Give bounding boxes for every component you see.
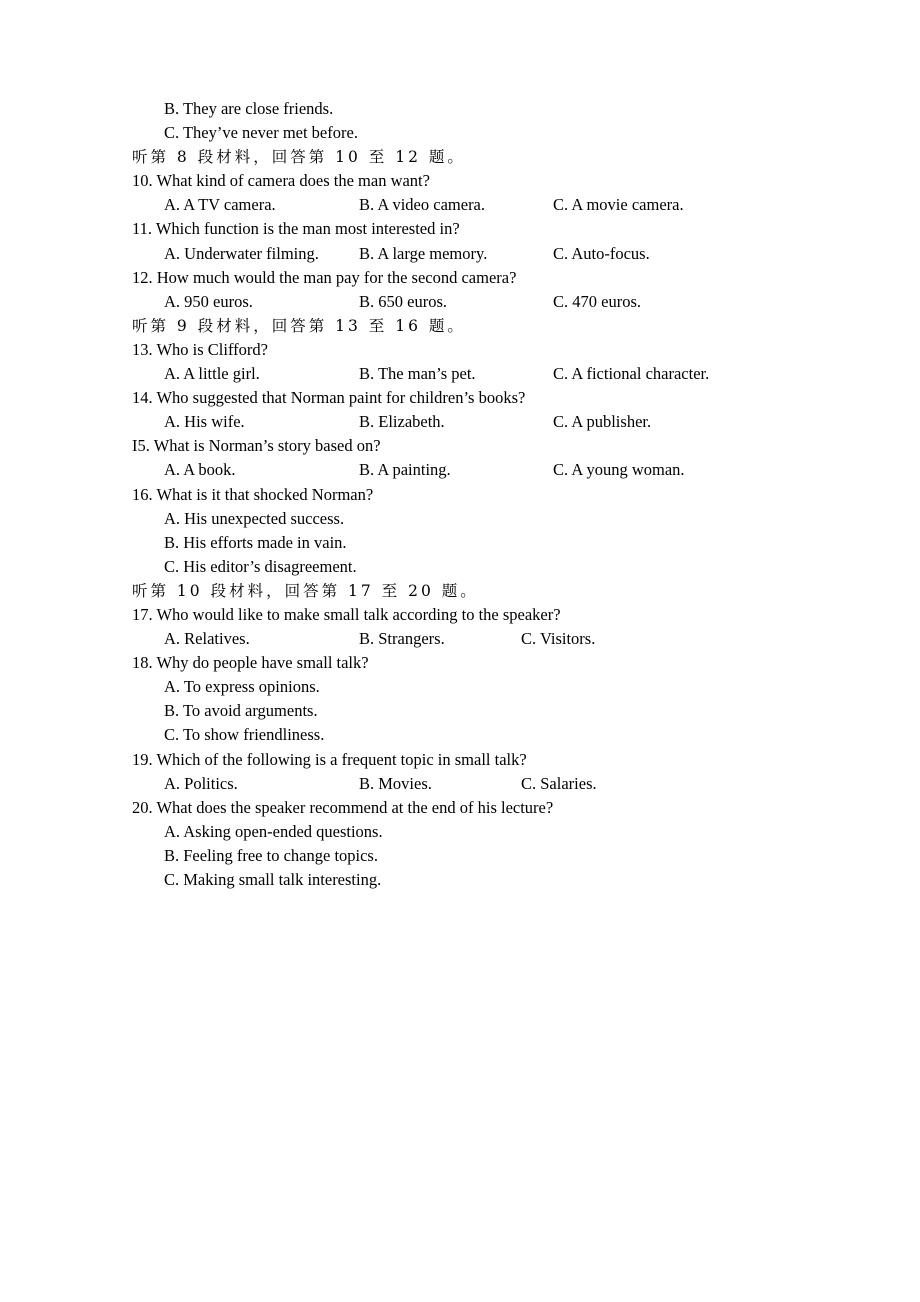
question-list [132,97,832,892]
options-row-19 [132,772,832,796]
option-18a: A. To express opinions. [164,677,320,697]
option-14a: A. His wife. [164,412,245,432]
options-row-10 [132,193,832,217]
section-heading-10: 听第 10 段材料，回答第 17 至 20 题。 [132,581,479,600]
option-14c: C. A publisher. [553,412,652,432]
options-row-13 [132,362,832,386]
question-12: 12. How much would the man pay for the second camera? [132,267,517,287]
option-13a: A. A little girl. [164,364,260,384]
option-12b: B. 650 euros. [359,291,447,311]
option-14b: B. Elizabeth. [359,412,445,432]
option-18b: B. To avoid arguments. [164,701,318,721]
option-20b: B. Feeling free to change topics. [164,845,378,865]
option-19b: B. Movies. [359,773,432,793]
option-19c: C. Salaries. [521,773,597,793]
option-17b: B. Strangers. [359,629,445,649]
question-10: 10. What kind of camera does the man want? [132,171,430,191]
section-heading-9: 听第 9 段材料，回答第 13 至 16 题。 [132,316,466,335]
question-11: 11. Which function is the man most interested in? [132,219,460,239]
question-13: 13. Who is Clifford? [132,339,268,359]
option-20a: A. Asking open-ended questions. [164,821,383,841]
options-row-12 [132,290,832,314]
option-15c: C. A young woman. [553,460,685,480]
question-15: I5. What is Norman’s story based on? [132,436,381,456]
option-10b: B. A video camera. [359,195,486,215]
question-17: 17. Who would like to make small talk according to the speaker? [132,604,561,624]
option-11b: B. A large memory. [359,243,488,263]
question-14: 14. Who suggested that Norman paint for children’s books? [132,388,526,408]
option-13c: C. A fictional character. [553,364,710,384]
option-20c: C. Making small talk interesting. [164,870,382,889]
options-row-14 [132,410,832,434]
options-row-11 [132,242,832,266]
options-row-17 [132,627,832,651]
option-15b: B. A painting. [359,460,451,480]
option-12c: C. 470 euros. [553,291,641,311]
section-heading-8: 听第 8 段材料，回答第 10 至 12 题。 [132,148,466,167]
option-15a: A. A book. [164,460,236,480]
question-20: 20. What does the speaker recommend at the end of his lecture? [132,797,554,817]
option-10c: C. A movie camera. [553,195,684,215]
option-16b: B. His efforts made in vain. [164,532,347,552]
option-16a: A. His unexpected success. [164,508,345,528]
option-13b: B. The man’s pet. [359,364,476,384]
option-16c: C. His editor’s disagreement. [164,556,357,576]
option-9c: C. They’ve never met before. [164,123,358,143]
options-row-15 [132,458,832,482]
question-16: 16. What is it that shocked Norman? [132,484,374,504]
option-18c: C. To show friendliness. [164,725,325,745]
option-12a: A. 950 euros. [164,291,253,311]
option-17a: A. Relatives. [164,629,250,649]
option-9b: B. They are close friends. [164,99,334,118]
option-17c: C. Visitors. [521,629,596,649]
option-10a: A. A TV camera. [164,195,276,215]
question-18: 18. Why do people have small talk? [132,653,369,673]
option-19a: A. Politics. [164,773,238,793]
option-11a: A. Underwater filming. [164,243,319,263]
option-11c: C. Auto-focus. [553,243,650,263]
question-19: 19. Which of the following is a frequent topic in small talk? [132,749,527,769]
